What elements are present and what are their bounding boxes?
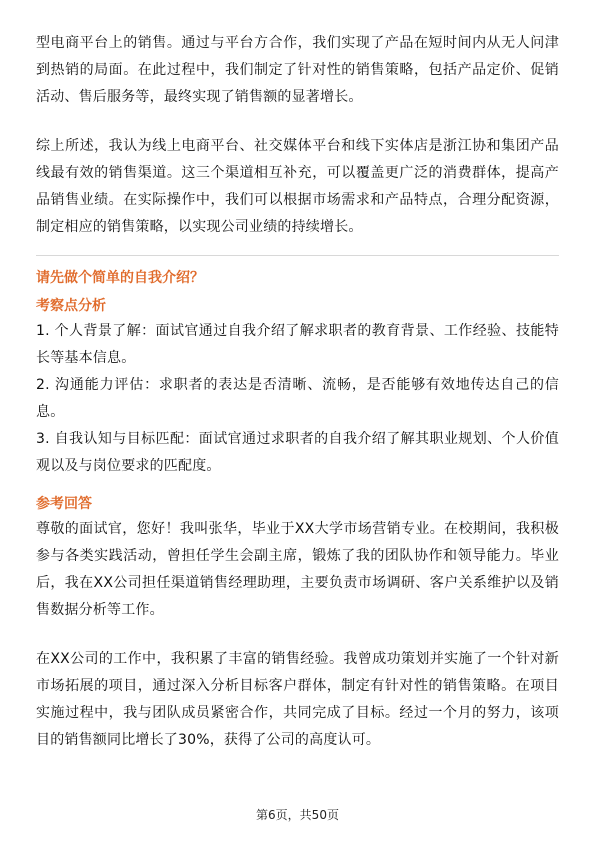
answer-heading: 参考回答 (36, 496, 92, 512)
paragraph-gap (36, 624, 559, 646)
analysis-heading: 考察点分析 (36, 298, 106, 314)
answer-paragraph: 在XX公司的工作中，我积累了丰富的销售经验。我曾成功策划并实施了一个针对新市场拓展的项目，通过深入分析目标客户群体，制定有针对性的销售策略。在项目实施过程中，我与团队成员紧密合作，共同完成了目标。经过一个月的努力，该项目的销售额同比增长了30%，获得了公司的高度认可。 (36, 651, 559, 748)
question-heading: 请先做个简单的自我介绍？ (36, 270, 204, 286)
analysis-item: 1. 个人背景了解：面试官通过自我介绍了解求职者的教育背景、工作经验、技能特长等基本信息。 (36, 323, 559, 366)
section-divider (36, 255, 559, 256)
page-number: 第6页，共50页 (256, 808, 339, 822)
analysis-item: 2. 沟通能力评估：求职者的表达是否清晰、流畅，是否能够有效地传达自己的信息。 (36, 377, 559, 420)
body-paragraph: 综上所述，我认为线上电商平台、社交媒体平台和线下实体店是浙江协和集团产品线最有效的销售渠道。这三个渠道相互补充，可以覆盖更广泛的消费群体，提高产品销售业绩。在实际操作中，我们可以根据市场需求和产品特点，合理分配资源，制定相应的销售策略，以实现公司业绩的持续增长。 (36, 138, 559, 235)
answer-paragraph: 尊敬的面试官，您好！我叫张华，毕业于XX大学市场营销专业。在校期间，我积极参与各类实践活动，曾担任学生会副主席，锻炼了我的团队协作和领导能力。毕业后，我在XX公司担任渠道销售经理助理，主要负责市场调研、客户关系维护以及销售数据分析等工作。 (36, 521, 559, 618)
paragraph-gap (36, 111, 559, 133)
body-paragraph: 型电商平台上的销售。通过与平台方合作，我们实现了产品在短时间内从无人问津到热销的局面。在此过程中，我们制定了针对性的销售策略，包括产品定价、促销活动、售后服务等，最终实现了销售额的显著增长。 (36, 35, 559, 105)
analysis-item: 3. 自我认知与目标匹配：面试官通过求职者的自我介绍了解其职业规划、个人价值观以及与岗位要求的匹配度。 (36, 431, 559, 474)
page-content (36, 30, 559, 754)
section-gap (36, 480, 559, 488)
